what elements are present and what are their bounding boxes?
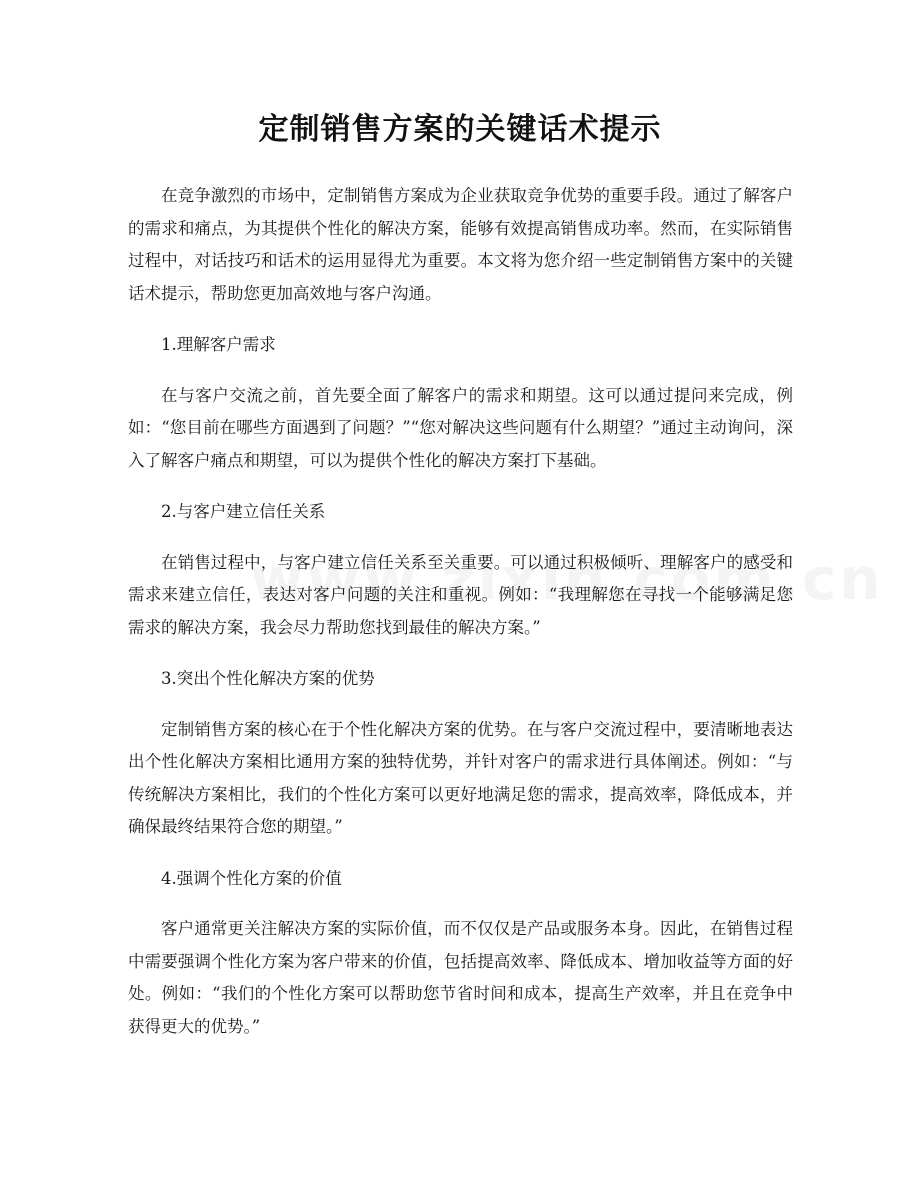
section-heading-3: 3.突出个性化解决方案的优势	[161, 669, 375, 688]
spacer	[128, 696, 793, 714]
section-body-2: 在销售过程中，与客户建立信任关系至关重要。可以通过积极倾听、理解客户的感受和需求来建立信任，表达对客户问题的关注和重视。例如：“我理解您在寻找一个能够满足您需求的解决方案，我会尽力帮助您找到最佳的解决方案。”	[128, 552, 793, 637]
section-heading-4: 4.强调个性化方案的价值	[161, 868, 342, 888]
spacer	[128, 644, 793, 663]
spacer	[128, 362, 793, 380]
section-body-1: 在与客户交流之前，首先要全面了解客户的需求和期望。这可以通过提问来完成，例如：“您目前在哪些方面遇到了问题？”“您对解决这些问题有什么期望？”通过主动询问，深入了解客户痛点和期望，可以为提供个性化的解决方案打下基础。	[128, 385, 793, 470]
spacer	[128, 477, 793, 496]
document-body	[128, 180, 793, 1043]
spacer	[128, 895, 793, 913]
intro-paragraph: 在竞争激烈的市场中，定制销售方案成为企业获取竞争优势的重要手段。通过了解客户的需求和痛点，为其提供个性化的解决方案，能够有效提高销售成功率。然而，在实际销售过程中，对话技巧和话术的运用显得尤为重要。本文将为您介绍一些定制销售方案中的关键话术提示，帮助您更加高效地与客户沟通。	[128, 186, 793, 303]
spacer	[128, 844, 793, 863]
section-body-4: 客户通常更关注解决方案的实际价值，而不仅仅是产品或服务本身。因此，在销售过程中需要强调个性化方案为客户带来的价值，包括提高效率、降低成本、增加收益等方面的好处。例如：“我们的个性化方案可以帮助您节省时间和成本，提高生产效率，并且在竞争中获得更大的优势。”	[128, 919, 793, 1036]
document-title: 定制销售方案的关键话术提示	[258, 112, 662, 147]
spacer	[128, 529, 793, 547]
section-heading-2: 2.与客户建立信任关系	[161, 502, 326, 521]
spacer	[128, 310, 793, 329]
section-heading-1: 1.理解客户需求	[161, 335, 276, 354]
section-body-3: 定制销售方案的核心在于个性化解决方案的优势。在与客户交流过程中，要清晰地表达出个性化解决方案相比通用方案的独特优势，并针对客户的需求进行具体阐述。例如：“与传统解决方案相比，我们的个性化方案可以更好地满足您的需求，提高效率，降低成本，并确保最终结果符合您的期望。”	[128, 719, 793, 836]
